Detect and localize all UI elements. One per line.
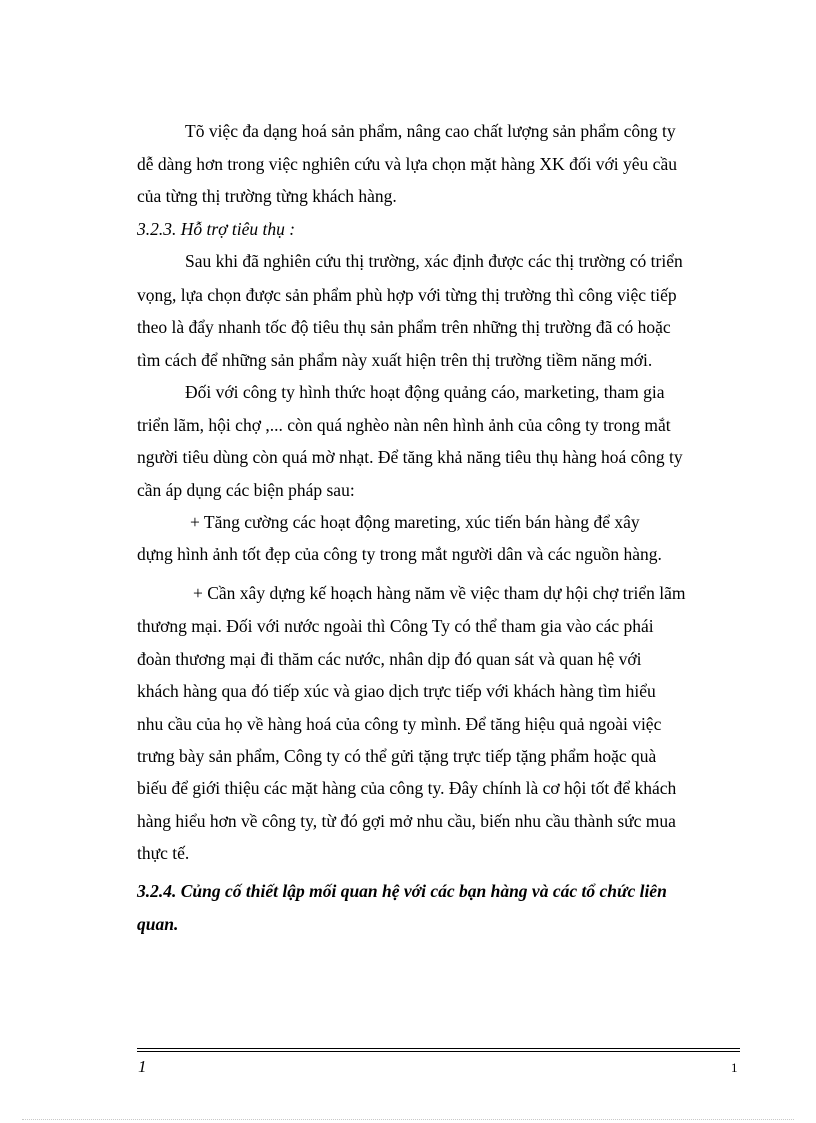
paragraph-2-line-2: vọng, lựa chọn được sản phẩm phù hợp với từng thị trường thì công việc tiếp — [137, 285, 677, 305]
paragraph-5-line-6: trưng bày sản phẩm, Công ty có thể gửi tặng trực tiếp tặng phẩm hoặc quà — [137, 746, 657, 766]
paragraph-2-line-3: theo là đẩy nhanh tốc độ tiêu thụ sản phẩm trên những thị trường đã có hoặc — [137, 317, 671, 337]
paragraph-5-line-3: đoàn thương mại đi thăm các nước, nhân dịp đó quan sát và quan hệ với — [137, 649, 642, 669]
paragraph-3-line-3: người tiêu dùng còn quá mờ nhạt. Để tăng khả năng tiêu thụ hàng hoá công ty — [137, 447, 683, 467]
paragraph-5-line-4: khách hàng qua đó tiếp xúc và giao dịch trực tiếp với khách hàng tìm hiểu — [137, 681, 656, 701]
paragraph-5-line-5: nhu cầu của họ về hàng hoá của công ty mình. Để tăng hiệu quả ngoài việc — [137, 714, 662, 734]
page-bottom-edge — [22, 1119, 794, 1120]
section-heading-3-2-3: 3.2.3. Hỗ trợ tiêu thụ : — [137, 219, 296, 239]
paragraph-3-line-4: cần áp dụng các biện pháp sau: — [137, 480, 355, 500]
page-number: 1 — [731, 1060, 738, 1075]
footer-rule-bottom — [137, 1051, 740, 1052]
paragraph-1-line-2: dễ dàng hơn trong việc nghiên cứu và lựa chọn mặt hàng XK đối với yêu cầu — [137, 154, 677, 174]
section-heading-3-2-4-line-2: quan. — [137, 914, 179, 934]
paragraph-1-line-3: của từng thị trường từng khách hàng. — [137, 186, 397, 206]
paragraph-2-line-4: tìm cách để những sản phẩm này xuất hiện trên thị trường tiềm năng mới. — [137, 350, 653, 370]
paragraph-5-line-8: hàng hiểu hơn về công ty, từ đó gợi mở nhu cầu, biến nhu cầu thành sức mua — [137, 811, 676, 831]
paragraph-5-line-9: thực tế. — [137, 843, 190, 863]
paragraph-4-line-2: dựng hình ảnh tốt đẹp của công ty trong mắt người dân và các nguồn hàng. — [137, 544, 662, 564]
paragraph-5-line-2: thương mại. Đối với nước ngoài thì Công Ty có thể tham gia vào các phái — [137, 616, 654, 636]
footer-left-mark: 1 — [138, 1057, 147, 1076]
paragraph-5-line-7: biếu để giới thiệu các mặt hàng của công ty. Đây chính là cơ hội tốt để khách — [137, 778, 677, 798]
footer-rule-top — [137, 1048, 740, 1049]
paragraph-4-line-1: + Tăng cường các hoạt động mareting, xúc tiến bán hàng để xây — [190, 512, 640, 532]
paragraph-2-line-1: Sau khi đã nghiên cứu thị trường, xác định được các thị trường có triển — [185, 251, 683, 271]
paragraph-1-line-1: Tõ việc đa dạng hoá sản phẩm, nâng cao chất lượng sản phẩm công ty — [185, 121, 676, 141]
paragraph-5-line-1: + Cần xây dựng kế hoạch hàng năm về việc tham dự hội chợ triển lãm — [193, 583, 686, 603]
section-heading-3-2-4-line-1: 3.2.4. Củng cố thiết lập mối quan hệ với các bạn hàng và các tổ chức liên — [137, 881, 667, 901]
paragraph-3-line-2: triển lãm, hội chợ ,... còn quá nghèo nàn nên hình ảnh của công ty trong mắt — [137, 415, 671, 435]
paragraph-3-line-1: Đối với công ty hình thức hoạt động quảng cáo, marketing, tham gia — [185, 382, 665, 402]
